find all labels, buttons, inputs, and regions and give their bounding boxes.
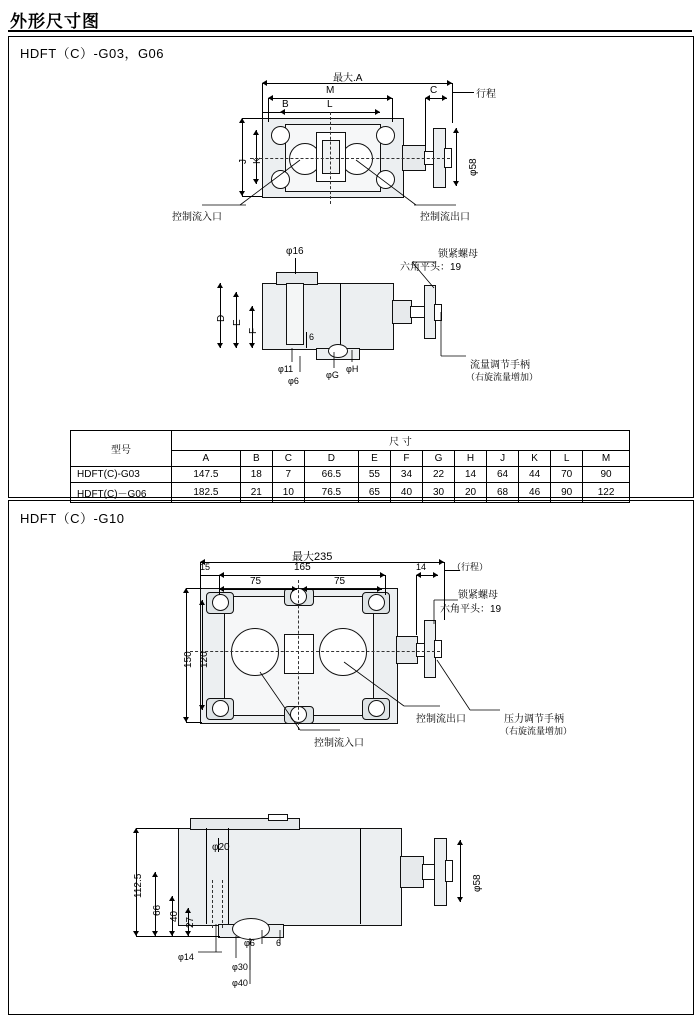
cell-g03-e: 55: [358, 467, 390, 483]
cell-g06-l: 90: [551, 483, 583, 503]
th-model: 型号: [71, 431, 172, 467]
g10-label-phi6a: φ6: [244, 938, 255, 948]
cell-g03-d: 66.5: [304, 467, 358, 483]
g10-label-phi40: φ40: [232, 978, 248, 988]
th-f: F: [390, 451, 422, 467]
g10-label-pressure-handle-sub: （右旋流量增加）: [500, 726, 573, 736]
cell-g06-j: 68: [487, 483, 519, 503]
label-phiG: φG: [326, 370, 339, 380]
label-m: M: [326, 85, 335, 96]
th-dimension-group: 尺 寸: [172, 431, 630, 451]
label-j: J: [238, 159, 249, 164]
g10-label-6b: 6: [276, 938, 282, 948]
g10-label-pressure-handle: 压力调节手柄: [504, 714, 564, 725]
label-6: 6: [309, 332, 315, 342]
label-stroke-g03: 行程: [476, 89, 496, 100]
th-b: B: [240, 451, 272, 467]
label-b: B: [282, 99, 289, 110]
cell-model-g06: HDFT(C)－G06: [71, 483, 172, 503]
g10-label-150: 150: [183, 651, 194, 668]
cell-g06-g: 30: [422, 483, 454, 503]
g10-label-165: 165: [294, 562, 311, 573]
cell-g06-a: 182.5: [172, 483, 241, 503]
cell-model-g03: HDFT(C)-G03: [71, 467, 172, 483]
cell-g06-b: 21: [240, 483, 272, 503]
cell-g03-f: 34: [390, 467, 422, 483]
th-c: C: [272, 451, 304, 467]
cell-g03-m: 90: [583, 467, 630, 483]
g10-label-max235: 最大235: [292, 551, 333, 563]
th-j: J: [487, 451, 519, 467]
cell-g03-h: 14: [455, 467, 487, 483]
g10-label-120: 120: [199, 651, 210, 668]
cell-g03-b: 18: [240, 467, 272, 483]
label-flow-handle: 流量调节手柄: [470, 360, 530, 371]
label-c: C: [430, 85, 438, 96]
callout-control-inlet-g03: 控制流入口: [172, 212, 222, 223]
cell-g03-a: 147.5: [172, 467, 241, 483]
g10-label-phi14: φ14: [178, 952, 194, 962]
label-phi6: φ6: [288, 376, 299, 386]
th-a: A: [172, 451, 241, 467]
g10-label-15: 15: [200, 562, 211, 572]
cell-g03-g: 22: [422, 467, 454, 483]
g10-label-hex-flat: 六角平头：19: [440, 604, 502, 615]
g10-label-75b: 75: [334, 576, 346, 587]
g10-label-phi20: φ20: [212, 842, 230, 853]
label-max-a: 最大.A: [333, 73, 363, 84]
g10-callout-outlet: 控制流出口: [416, 714, 466, 725]
g10-hidden-line-1: [212, 880, 213, 928]
th-h: H: [455, 451, 487, 467]
g10-hidden-line-2: [222, 880, 223, 928]
callout-control-outlet-g03: 控制流出口: [420, 212, 470, 223]
th-e: E: [358, 451, 390, 467]
cell-g03-c: 7: [272, 467, 304, 483]
section-label-g03: HDFT（C）-G03，G06: [20, 46, 165, 61]
th-k: K: [519, 451, 551, 467]
th-g: G: [422, 451, 454, 467]
g10-label-phi58: φ58: [472, 874, 483, 892]
g10-label-40: 40: [169, 910, 180, 922]
cell-g06-m: 122: [583, 483, 630, 503]
label-f: F: [248, 327, 259, 334]
cell-g03-l: 70: [551, 467, 583, 483]
g10-label-112-5: 112.5: [133, 873, 144, 898]
label-lock-nut-g03: 锁紧螺母: [438, 249, 478, 260]
cell-g06-c: 10: [272, 483, 304, 503]
cell-g06-h: 20: [455, 483, 487, 503]
g10-label-phi30: φ30: [232, 962, 248, 972]
g10-label-14: 14: [416, 562, 427, 572]
cell-g06-e: 65: [358, 483, 390, 503]
cell-g03-k: 44: [519, 467, 551, 483]
th-d: D: [304, 451, 358, 467]
cell-g06-k: 46: [519, 483, 551, 503]
g10-label-27: 27: [185, 916, 196, 928]
label-flow-handle-sub: （右旋流量增加）: [466, 372, 539, 382]
page-title: 外形尺寸图: [10, 12, 100, 31]
g10-label-75a: 75: [250, 576, 262, 587]
cell-g06-f: 40: [390, 483, 422, 503]
label-phi58-top: φ58: [468, 158, 479, 176]
cell-g06-d: 76.5: [304, 483, 358, 503]
label-phiH: φH: [346, 364, 359, 374]
label-e: E: [232, 319, 243, 326]
label-d: D: [216, 314, 227, 322]
g10-label-66: 66: [152, 904, 163, 916]
label-k: K: [252, 157, 263, 164]
label-l: L: [327, 99, 333, 110]
g10-label-lock-nut: 锁紧螺母: [458, 590, 498, 601]
label-phi11: φ11: [278, 364, 294, 374]
th-m: M: [583, 451, 630, 467]
label-phi16: φ16: [286, 246, 304, 257]
label-hex-flat-g03: 六角平头：19: [400, 262, 462, 273]
g10-label-stroke: （行程）: [452, 562, 489, 572]
th-l: L: [551, 451, 583, 467]
cell-g03-j: 64: [487, 467, 519, 483]
section-label-g10: HDFT（C）-G10: [20, 511, 125, 526]
g10-callout-inlet: 控制流入口: [314, 738, 364, 749]
